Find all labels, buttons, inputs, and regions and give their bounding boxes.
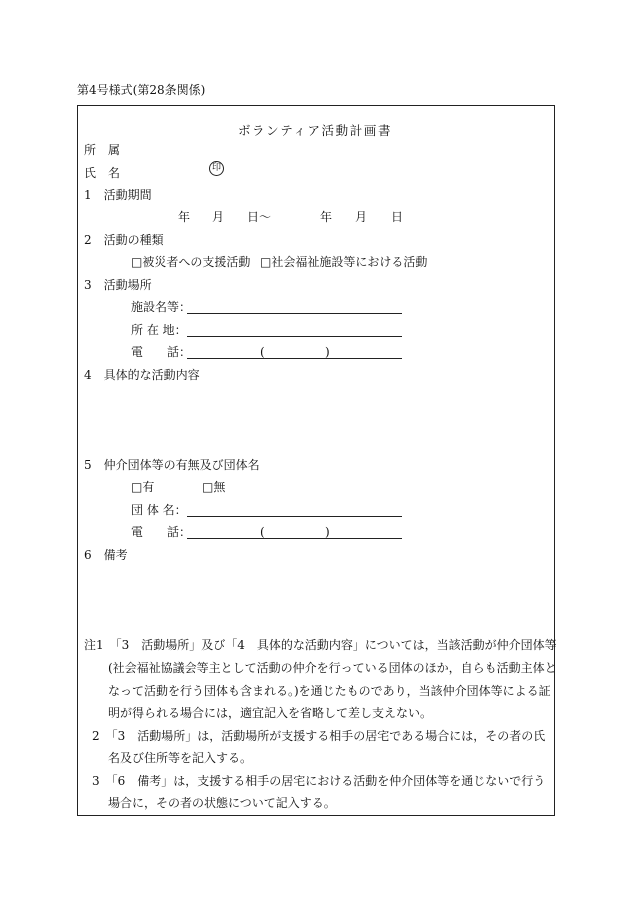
section-4-heading: 4 具体的な活動内容 bbox=[84, 368, 200, 382]
period-start-month: 月 bbox=[212, 210, 225, 224]
section-3-heading: 3 活動場所 bbox=[84, 278, 152, 292]
org-phone-field[interactable] bbox=[187, 538, 402, 539]
note-3-line-1: 3 「6 備考」は，支援する相手の居宅における活動を仲介団体等を通じないで行う bbox=[92, 774, 546, 788]
organization-name-field[interactable] bbox=[187, 516, 402, 517]
period-start-day: 日～ bbox=[247, 210, 272, 224]
note-1-line-1: 注1 「3 活動場所」及び「4 具体的な活動内容」については，当該活動が仲介団体等 bbox=[84, 638, 557, 652]
org-phone-label: 電 話： bbox=[131, 525, 192, 539]
note-1-line-4: 明が得られる場合には，適宜記入を省略して差し支えない。 bbox=[108, 706, 433, 720]
period-end-day: 日 bbox=[391, 210, 404, 224]
note-2-line-2: 名及び住所等を記入する。 bbox=[108, 751, 253, 765]
note-1-line-3: なって活動を行う団体も含まれる。)を通じたものであり，当該仲介団体等による証 bbox=[108, 684, 551, 698]
form-number: 第4号様式(第28条関係) bbox=[77, 83, 206, 97]
address-field[interactable] bbox=[187, 336, 402, 337]
activity-type-welfare-checkbox[interactable]: □社会福祉施設等における活動 bbox=[260, 255, 428, 269]
section-1-heading: 1 活動期間 bbox=[84, 188, 152, 202]
intermediary-yes-checkbox[interactable]: □有 bbox=[131, 480, 155, 494]
period-start-year: 年 bbox=[178, 210, 191, 224]
period-end-month: 月 bbox=[355, 210, 368, 224]
phone-field[interactable] bbox=[187, 358, 402, 359]
address-label: 所 在 地： bbox=[131, 323, 187, 337]
activity-type-disaster-checkbox[interactable]: □被災者への支援活動 bbox=[131, 255, 251, 269]
seal-mark: 印 bbox=[209, 161, 224, 176]
organization-name-label: 団 体 名： bbox=[131, 503, 187, 517]
affiliation-label: 所 属 bbox=[84, 143, 121, 157]
section-2-heading: 2 活動の種類 bbox=[84, 233, 164, 247]
note-1-line-2: (社会福祉協議会等主として活動の仲介を行っている団体のほか，自らも活動主体と bbox=[108, 661, 557, 675]
facility-name-field[interactable] bbox=[187, 313, 402, 314]
section-6-heading: 6 備考 bbox=[84, 548, 128, 562]
org-phone-paren-close: ) bbox=[325, 525, 330, 539]
note-3-line-2: 場合に，その者の状態について記入する。 bbox=[108, 796, 336, 810]
phone-paren-open: ( bbox=[260, 345, 265, 359]
section-5-heading: 5 仲介団体等の有無及び団体名 bbox=[84, 458, 260, 472]
form-title: ボランティア活動計画書 bbox=[237, 123, 393, 138]
facility-name-label: 施設名等： bbox=[131, 300, 192, 314]
intermediary-no-checkbox[interactable]: □無 bbox=[202, 480, 226, 494]
phone-label: 電 話： bbox=[131, 345, 192, 359]
name-label: 氏 名 bbox=[84, 166, 121, 180]
note-2-line-1: 2 「3 活動場所」は，活動場所が支援する相手の居宅である場合には，その者の氏 bbox=[92, 729, 546, 743]
org-phone-paren-open: ( bbox=[260, 525, 265, 539]
phone-paren-close: ) bbox=[325, 345, 330, 359]
period-end-year: 年 bbox=[320, 210, 333, 224]
